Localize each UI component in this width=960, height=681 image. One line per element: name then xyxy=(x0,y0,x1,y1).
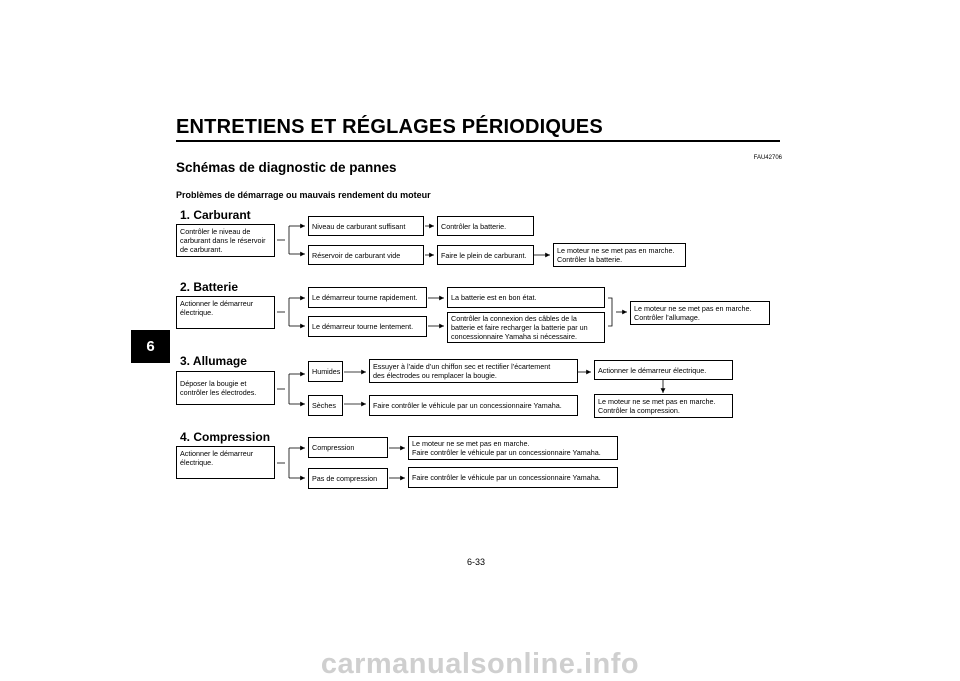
allumage-branch-a-next-box: Actionner le démarreur électrique. xyxy=(594,360,733,380)
carburant-branch-b-step-box: Faire le plein de carburant. xyxy=(437,245,534,265)
batterie-branch-a-box: Le démarreur tourne rapidement. xyxy=(308,287,427,308)
carburant-branch-b-result-box: Le moteur ne se met pas en marche. Contrôler la batterie. xyxy=(553,243,686,267)
page-number: 6-33 xyxy=(467,557,486,567)
compression-branch-a-box: Compression xyxy=(308,437,388,458)
section-title: Schémas de diagnostic de pannes xyxy=(176,160,397,175)
reference-code: FAU42706 xyxy=(753,155,782,161)
allumage-branch-a-box: Humides xyxy=(308,361,343,382)
compression-start-box: Actionner le démarreur électrique. xyxy=(176,446,275,479)
allumage-branch-b-step-box: Faire contrôler le véhicule par un concessionnaire Yamaha. xyxy=(369,395,578,416)
carburant-branch-b-box: Réservoir de carburant vide xyxy=(308,245,424,265)
compression-branch-b-box: Pas de compression xyxy=(308,468,388,489)
allumage-start-box: Déposer la bougie et contrôler les électrodes. xyxy=(176,371,275,405)
allumage-branch-a-step-box: Essuyer à l’aide d’un chiffon sec et rectifier l’écartement des électrodes ou remplacer la bougie. xyxy=(369,359,578,383)
watermark-text: carmanualsonline.info xyxy=(320,648,640,680)
block-title-batterie: 2. Batterie xyxy=(180,280,239,294)
batterie-branch-b-step-box: Contrôler la connexion des câbles de la batterie et faire recharger la batterie par un concessionnaire Yamaha si nécessaire. xyxy=(447,312,605,343)
carburant-branch-a-step-box: Contrôler la batterie. xyxy=(437,216,534,236)
carburant-start-box: Contrôler le niveau de carburant dans le réservoir de carburant. xyxy=(176,224,275,257)
block-title-allumage: 3. Allumage xyxy=(180,354,247,368)
chapter-tab: 6 xyxy=(131,330,170,363)
batterie-start-box: Actionner le démarreur électrique. xyxy=(176,296,275,329)
compression-branch-a-step-box: Le moteur ne se met pas en marche. Faire contrôler le véhicule par un concessionnaire Yamaha. xyxy=(408,436,618,460)
batterie-branch-a-step-box: La batterie est en bon état. xyxy=(447,287,605,308)
page-header-title: ENTRETIENS ET RÉGLAGES PÉRIODIQUES xyxy=(176,116,603,138)
batterie-result-box: Le moteur ne se met pas en marche. Contrôler l’allumage. xyxy=(630,301,770,325)
allumage-branch-a-result-box: Le moteur ne se met pas en marche. Contrôler la compression. xyxy=(594,394,733,418)
batterie-branch-b-box: Le démarreur tourne lentement. xyxy=(308,316,427,337)
block-title-carburant: 1. Carburant xyxy=(180,208,251,222)
carburant-branch-a-box: Niveau de carburant suffisant xyxy=(308,216,424,236)
block-title-compression: 4. Compression xyxy=(180,430,271,444)
compression-branch-b-step-box: Faire contrôler le véhicule par un concessionnaire Yamaha. xyxy=(408,467,618,488)
subsection-title: Problèmes de démarrage ou mauvais rendement du moteur xyxy=(176,190,431,200)
allumage-branch-b-box: Sèches xyxy=(308,395,343,416)
